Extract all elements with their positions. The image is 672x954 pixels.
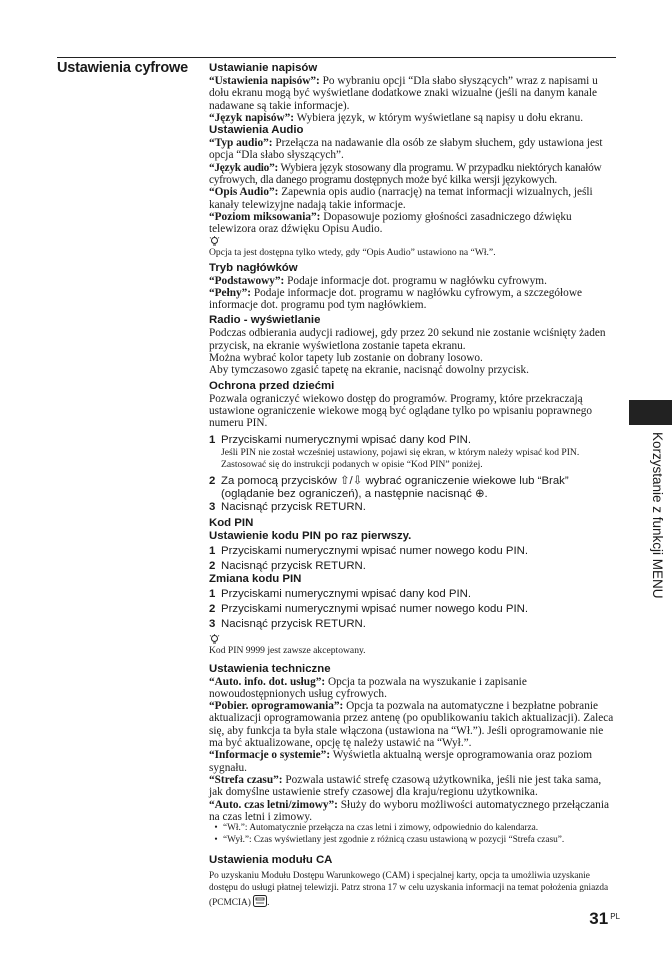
auto-service-update-option: “Auto. info. dot. usług”: Opcja ta pozwala na wyszukanie i zapisanie nowoudostępnionych usług cyfrowych. xyxy=(209,675,527,700)
pin-change-subheading: Zmiana kodu PIN xyxy=(209,572,302,585)
ca-module-text: Po uzyskaniu Modułu Dostępu Warunkowego (CAM) i specjalnej karty, opcja ta umożliwia uzyskanie dostępu do usługi płatnej telewizji. Patrz strona 17 w celu uzyskania informacji na temat położenia gniazda (PCMCIA) . xyxy=(209,871,617,911)
audio-type-option: “Typ audio”: Przełącza na nadawanie dla osób ze słabym słuchem, gdy ustawiona jest opcja “Dla słabo słyszących”. xyxy=(209,137,603,162)
up-down-arrow-icon: ⇧/⇩ xyxy=(340,474,363,487)
pin-change-step-3: 3 Nacisnąć przycisk RETURN. xyxy=(209,617,366,630)
parental-lock-heading: Ochrona przed dziećmi xyxy=(209,379,335,392)
tip-icon xyxy=(209,236,617,247)
pin-code-heading: Kod PIN xyxy=(209,516,254,529)
side-chapter-label: Korzystanie z funkcji MENU xyxy=(650,432,665,599)
top-rule xyxy=(57,57,616,58)
pin-change-step-1: 1 Przyciskami numerycznymi wpisać dany kod PIN. xyxy=(209,587,472,600)
side-tab-marker xyxy=(629,400,672,425)
auto-dst-option: “Auto. czas letni/zimowy”: Służy do wyboru możliwości automatycznego przełączania na czas letni i zimowy. xyxy=(209,798,609,823)
pin-note: Kod PIN 9999 jest zawsze akceptowany. xyxy=(209,644,366,656)
parental-step-3: 3 Nacisnąć przycisk RETURN. xyxy=(209,500,366,513)
bullet-item: • “Wył.”: Czas wyświetlany jest zgodnie z różnicą czasu ustawioną w pozycji “Strefa czasu”. xyxy=(214,834,565,845)
time-zone-option: “Strefa czasu”: Pozwala ustawić strefę czasową użytkownika, jeśli nie jest taka sama, jak domyślne ustawienie strefy czasowej dla kraju/regionu użytkownika. xyxy=(209,773,602,799)
enter-button-icon: ⊕ xyxy=(474,487,485,500)
technical-settings-heading: Ustawienia techniczne xyxy=(209,662,331,675)
subtitle-settings-heading: Ustawianie napisów xyxy=(209,62,318,74)
page-number: 31 $^{PL}$ xyxy=(589,909,620,928)
parental-intro: Pozwala ograniczyć wiekowo dostęp do programów. Programy, które przekraczają ustawione ograniczenie wiekowe mogą być oglądane tylko po wpisaniu poprawnego numeru PIN. xyxy=(209,392,593,430)
content-column xyxy=(209,62,617,912)
pin-first-step-2: 2 Nacisnąć przycisk RETURN. xyxy=(209,559,366,572)
pcmcia-slot-icon xyxy=(253,895,267,912)
system-information-option: “Informacje o systemie”: Wyświetla aktualną wersje oprogramowania oraz poziom sygnału. xyxy=(209,749,593,774)
radio-paragraph-3: Aby tymczasowo zgasić tapetę na ekranie, nacisnąć dowolny przycisk. xyxy=(209,364,529,377)
subtitle-language-option: “Język napisów”: Wybiera język, w którym wyświetlane są napisy u dołu ekranu. xyxy=(209,111,584,124)
mixing-level-option: “Poziom miksowania”: Dopasowuje poziomy głośności zasadniczego dźwięku telewizora oraz dźwięku Opisu Audio. xyxy=(209,210,572,236)
parental-step-1: 1 Przyciskami numerycznymi wpisać dany kod PIN. xyxy=(209,433,472,446)
pin-first-step-1: 1 Przyciskami numerycznymi wpisać numer nowego kodu PIN. xyxy=(209,544,529,557)
audio-settings-heading: Ustawienia Audio xyxy=(209,124,304,137)
software-download-option: “Pobier. oprogramowania”: Opcja ta pozwala na automatyczne i bezpłatne pobranie aktualizacji oprogramowania przez antenę (po opublikowaniu takich aktualizacji). Zaleca się, aby funkcja ta była stale włączona (ustawiona na “Wł.”). Jeśli oprogramowanie nie ma być aktualizowane, opcję tę należy ustawić na “Wył.”. xyxy=(209,700,614,750)
pin-first-time-subheading: Ustawienie kodu PIN po raz pierwszy. xyxy=(209,529,412,542)
radio-display-heading: Radio - wyświetlanie xyxy=(209,314,321,327)
audio-note: Opcja ta jest dostępna tylko wtedy, gdy “Opis Audio” ustawiono na “Wł.”. xyxy=(209,246,496,258)
section-title: Ustawienia cyfrowe xyxy=(57,60,188,76)
banner-mode-heading: Tryb nagłówków xyxy=(209,261,298,274)
banner-basic-option: “Podstawowy”: Podaje informacje dot. programu w nagłówku cyfrowym. xyxy=(209,274,547,287)
tip-icon xyxy=(209,634,617,645)
ca-module-heading: Ustawienia modułu CA xyxy=(209,854,333,867)
parental-step-1-note: Jeśli PIN nie został wcześniej ustawiony, pojawi się ekran, w którym należy wpisać kod PIN. Zastosować się do instrukcji podanych w opisie “Kod PIN” poniżej. xyxy=(221,446,580,470)
parental-step-2: 2 Za pomocą przycisków ⇧/⇩ wybrać ograniczenie wiekowe lub “Brak” (oglądanie bez ograniczeń), a następnie nacisnąć ⊕. xyxy=(209,474,569,500)
audio-language-option: “Język audio”: Wybiera język stosowany dla programu. W przypadku niektórych kanałów cyfrowych, dla danego programu dostępnych może być kilka wersji językowych. xyxy=(209,161,602,187)
radio-paragraph-2: Można wybrać kolor tapety lub zostanie on dobrany losowo. xyxy=(209,352,483,365)
pin-change-step-2: 2 Przyciskami numerycznymi wpisać numer nowego kodu PIN. xyxy=(209,602,529,615)
subtitle-settings-option: “Ustawienia napisów”: Po wybraniu opcji “Dla słabo słyszących” wraz z napisami u dołu ekranu mogą być wyświetlane dodatkowe znaki wizualne (jeśli na danym kanale nadawane są takie informacje). xyxy=(209,75,598,112)
banner-full-option: “Pełny”: Podaje informacje dot. programu w nagłówku cyfrowym, a szczegółowe informacje dot. programu pod tym nagłówkiem. xyxy=(209,286,583,312)
audio-description-option: “Opis Audio”: Zapewnia opis audio (narrację) na temat informacji wizualnych, jeśli kanały telewizyjne nadają takie informacje. xyxy=(209,186,593,211)
bullet-item: • “Wł.”: Automatycznie przełącza na czas letni i zimowy, odpowiednio do kalendarza. xyxy=(214,823,539,834)
radio-paragraph-1: Podczas odbierania audycji radiowej, gdy przez 20 sekund nie zostanie wciśnięty żaden przycisk, na ekranie wyświetlona zostanie tapeta ekranu. xyxy=(209,327,606,352)
